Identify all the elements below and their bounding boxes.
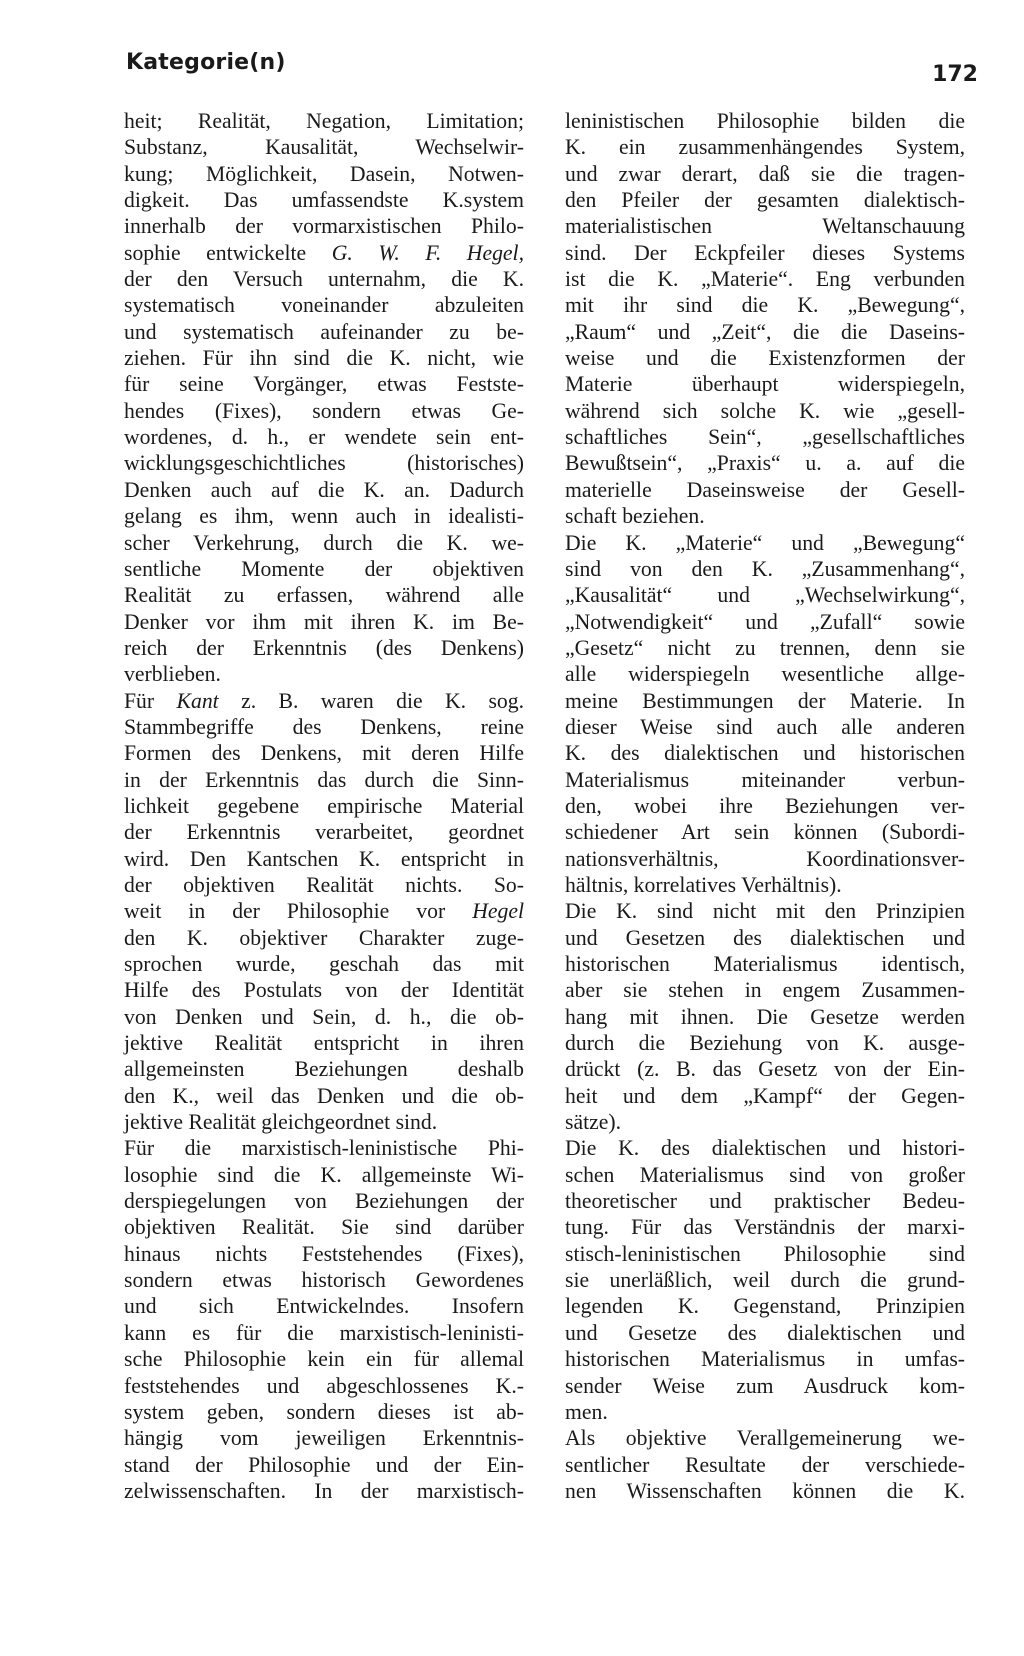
text-line: heit und dem „Kampf“ der Gegen- [565, 1083, 965, 1108]
text-line: und Gesetze des dialektischen und [565, 1320, 965, 1345]
text-line: Formen des Denkens, mit deren Hilfe [124, 741, 524, 766]
text-line: schaft beziehen. [565, 504, 705, 529]
text-line: und sich Entwickelndes. Insofern [124, 1294, 524, 1319]
text-line: tung. Für das Verständnis der marxi- [565, 1215, 965, 1240]
text-line: sender Weise zum Ausdruck kom- [565, 1373, 965, 1398]
text-line [124, 898, 524, 924]
text-line: Stammbegriffe des Denkens, reine [124, 714, 524, 739]
text-line: jektive Realität gleichgeordnet sind. [124, 1110, 438, 1135]
text-line: innerhalb der vormarxistischen Philo- [124, 214, 524, 239]
text-line: Die K. des dialektischen und histori- [565, 1136, 965, 1161]
text-line: den, wobei ihre Beziehungen ver- [565, 793, 965, 818]
text-line: Für die marxistisch-leninistische Phi- [124, 1136, 524, 1161]
text-line: drückt (z. B. das Gesetz von der Ein- [565, 1057, 965, 1082]
text-line: sprochen wurde, geschah das mit [124, 952, 524, 976]
italic-name: G. W. F. Hegel, [331, 240, 524, 265]
text-line: und zwar derart, daß sie die tragen- [565, 161, 965, 186]
text-line: und Gesetzen des dialektischen und [565, 925, 965, 950]
text-line: K. ein zusammenhängendes System, [565, 135, 965, 160]
text-line: stand der Philosophie und der Ein- [124, 1452, 524, 1477]
text-line: wordenes, d. h., er wendete sein ent- [124, 425, 524, 450]
text-line: men. [565, 1399, 608, 1424]
text-line: in der Erkenntnis das durch die Sinn- [124, 767, 524, 792]
text-line: und systematisch aufeinander zu be- [124, 319, 524, 344]
text-line: hängig vom jeweiligen Erkenntnis- [124, 1426, 524, 1451]
text-line: historischen Materialismus in umfas- [565, 1347, 965, 1372]
text-line: dieser Weise sind auch alle anderen [565, 714, 965, 739]
text-line: während sich solche K. wie „gesell- [565, 398, 965, 423]
text-line: wird. Den Kantschen K. entspricht in [124, 846, 524, 871]
text-line: legenden K. Gegenstand, Prinzipien [565, 1294, 965, 1319]
text-line: sind von den K. „Zusammenhang“, [565, 556, 965, 581]
text-line: den Pfeiler der gesamten dialektisch- [565, 188, 965, 213]
text-line: sätze). [565, 1110, 621, 1135]
text-line: hinaus nichts Feststehendes (Fixes), [124, 1241, 524, 1266]
text-line: lichkeit gegebene empirische Material [124, 793, 524, 818]
text-line: ziehen. Für ihn sind die K. nicht, wie [124, 346, 524, 371]
text-line: Hilfe des Postulats von der Identität [124, 978, 524, 1003]
left-text-column [124, 108, 524, 1504]
text-line: schen Materialismus sind von großer [565, 1162, 965, 1187]
text-line: allgemeinsten Beziehungen deshalb [124, 1057, 524, 1082]
text-line: hältnis, korrelatives Verhältnis). [565, 872, 842, 897]
text-line: von Denken und Sein, d. h., die ob- [124, 1004, 524, 1029]
text-line: feststehendes und abgeschlossenes K.- [124, 1373, 524, 1398]
text-line: derspiegelungen von Beziehungen der [124, 1189, 524, 1214]
text-line: wicklungsgeschichtliches (historisches) [124, 451, 524, 476]
text-line: Substanz, Kausalität, Wechselwir- [124, 135, 524, 160]
text-line: leninistischen Philosophie bilden die [565, 109, 965, 133]
text-line: kann es für die marxistisch-leninisti- [124, 1320, 524, 1345]
text-line: durch die Beziehung von K. ausge- [565, 1031, 965, 1056]
text-line: Realität zu erfassen, während alle [124, 583, 524, 608]
text-line: „Notwendigkeit“ und „Zufall“ sowie [565, 609, 965, 634]
text-line: ist die K. „Materie“. Eng verbunden [565, 267, 965, 292]
text-line: sind. Der Eckpfeiler dieses Systems [565, 240, 965, 265]
text-line: nen Wissenschaften können die K. [565, 1478, 965, 1503]
page-header [126, 48, 978, 88]
text-line: der den Versuch unternahm, die K. [124, 267, 524, 292]
page-number: 172 [932, 62, 978, 87]
text-line: „Gesetz“ nicht zu trennen, denn sie [565, 635, 965, 660]
text-line: gelang es ihm, wenn auch in idealisti- [124, 504, 524, 529]
text-line: schiedener Art sein können (Subordi- [565, 820, 965, 845]
italic-name: Hegel [472, 899, 524, 924]
text-line: den K., weil das Denken und die ob- [124, 1083, 524, 1108]
text-line: der objektiven Realität nichts. So- [124, 872, 524, 897]
text-line: weise und die Existenzformen der [565, 346, 965, 371]
text-line [124, 240, 524, 266]
text-line: verblieben. [124, 662, 221, 687]
text-line: Denken auch auf die K. an. Dadurch [124, 477, 524, 502]
text-line: systematisch voneinander abzuleiten [124, 293, 524, 318]
text-line: sentliche Momente der objektiven [124, 556, 524, 581]
text-line: „Kausalität“ und „Wechselwirkung“, [565, 583, 965, 608]
text-line: K. des dialektischen und historischen [565, 741, 965, 766]
text-line: sondern etwas historisch Gewordenes [124, 1268, 524, 1293]
text-line: für seine Vorgänger, etwas Festste- [124, 372, 524, 397]
text-line: materielle Daseinsweise der Gesell- [565, 477, 965, 502]
italic-name: Kant [176, 688, 219, 713]
text-line: materialistischen Weltanschauung [565, 214, 965, 239]
text-line: der Erkenntnis verarbeitet, geordnet [124, 820, 524, 845]
text-line: sche Philosophie kein ein für allemal [124, 1347, 524, 1372]
text-line: Als objektive Verallgemeinerung we- [565, 1426, 965, 1451]
text-line: kung; Möglichkeit, Dasein, Notwen- [124, 161, 524, 186]
text-segment: z. B. waren die K. sog. [218, 688, 524, 713]
text-line: hang mit ihnen. Die Gesetze werden [565, 1004, 965, 1029]
text-line: aber sie stehen in engem Zusammen- [565, 978, 965, 1003]
text-line: losophie sind die K. allgemeinste Wi- [124, 1162, 524, 1187]
text-line [124, 688, 524, 714]
text-segment: weit in der Philosophie vor [124, 899, 473, 924]
text-line: Die K. sind nicht mit den Prinzipien [565, 899, 965, 924]
text-line: reich der Erkenntnis (des Denkens) [124, 635, 524, 660]
text-line: historischen Materialismus identisch, [565, 952, 965, 976]
text-line: heit; Realität, Negation, Limitation; [124, 109, 524, 133]
text-line: „Raum“ und „Zeit“, die die Daseins- [565, 319, 965, 344]
text-line: Die K. „Materie“ und „Bewegung“ [565, 530, 965, 555]
text-line: nationsverhältnis, Koordinationsver- [565, 846, 965, 871]
text-line: Bewußtsein“, „Praxis“ u. a. auf die [565, 451, 965, 476]
text-line: Denker vor ihm mit ihren K. im Be- [124, 609, 524, 634]
text-line: theoretischer und praktischer Bedeu- [565, 1189, 965, 1214]
text-line: mit ihr sind die K. „Bewegung“, [565, 293, 965, 318]
text-line: Materialismus miteinander verbun- [565, 767, 965, 792]
text-line: meine Bestimmungen der Materie. In [565, 688, 965, 713]
text-line: objektiven Realität. Sie sind darüber [124, 1215, 524, 1240]
text-segment: sophie entwickelte [124, 240, 332, 265]
text-line: sie unerläßlich, weil durch die grund- [565, 1268, 965, 1293]
text-line: alle widerspiegeln wesentliche allge- [565, 662, 965, 687]
text-line: scher Verkehrung, durch die K. we- [124, 530, 524, 555]
text-line: den K. objektiver Charakter zuge- [124, 925, 524, 950]
text-line: jektive Realität entspricht in ihren [124, 1031, 524, 1056]
text-line: digkeit. Das umfassendste K.system [124, 188, 524, 213]
text-line: schaftliches Sein“, „gesellschaftliches [565, 425, 965, 450]
text-line: stisch-leninistischen Philosophie sind [565, 1241, 965, 1266]
text-line: zelwissenschaften. In der marxistisch- [124, 1478, 524, 1503]
text-line: system geben, sondern dieses ist ab- [124, 1399, 524, 1424]
text-line: hendes (Fixes), sondern etwas Ge- [124, 398, 524, 423]
text-line: Materie überhaupt widerspiegeln, [565, 372, 965, 397]
running-head: Kategorie(n) [126, 50, 286, 75]
text-line: sentlicher Resultate der verschiede- [565, 1452, 965, 1477]
right-text-column [565, 108, 965, 1504]
text-segment: Für [124, 688, 177, 713]
